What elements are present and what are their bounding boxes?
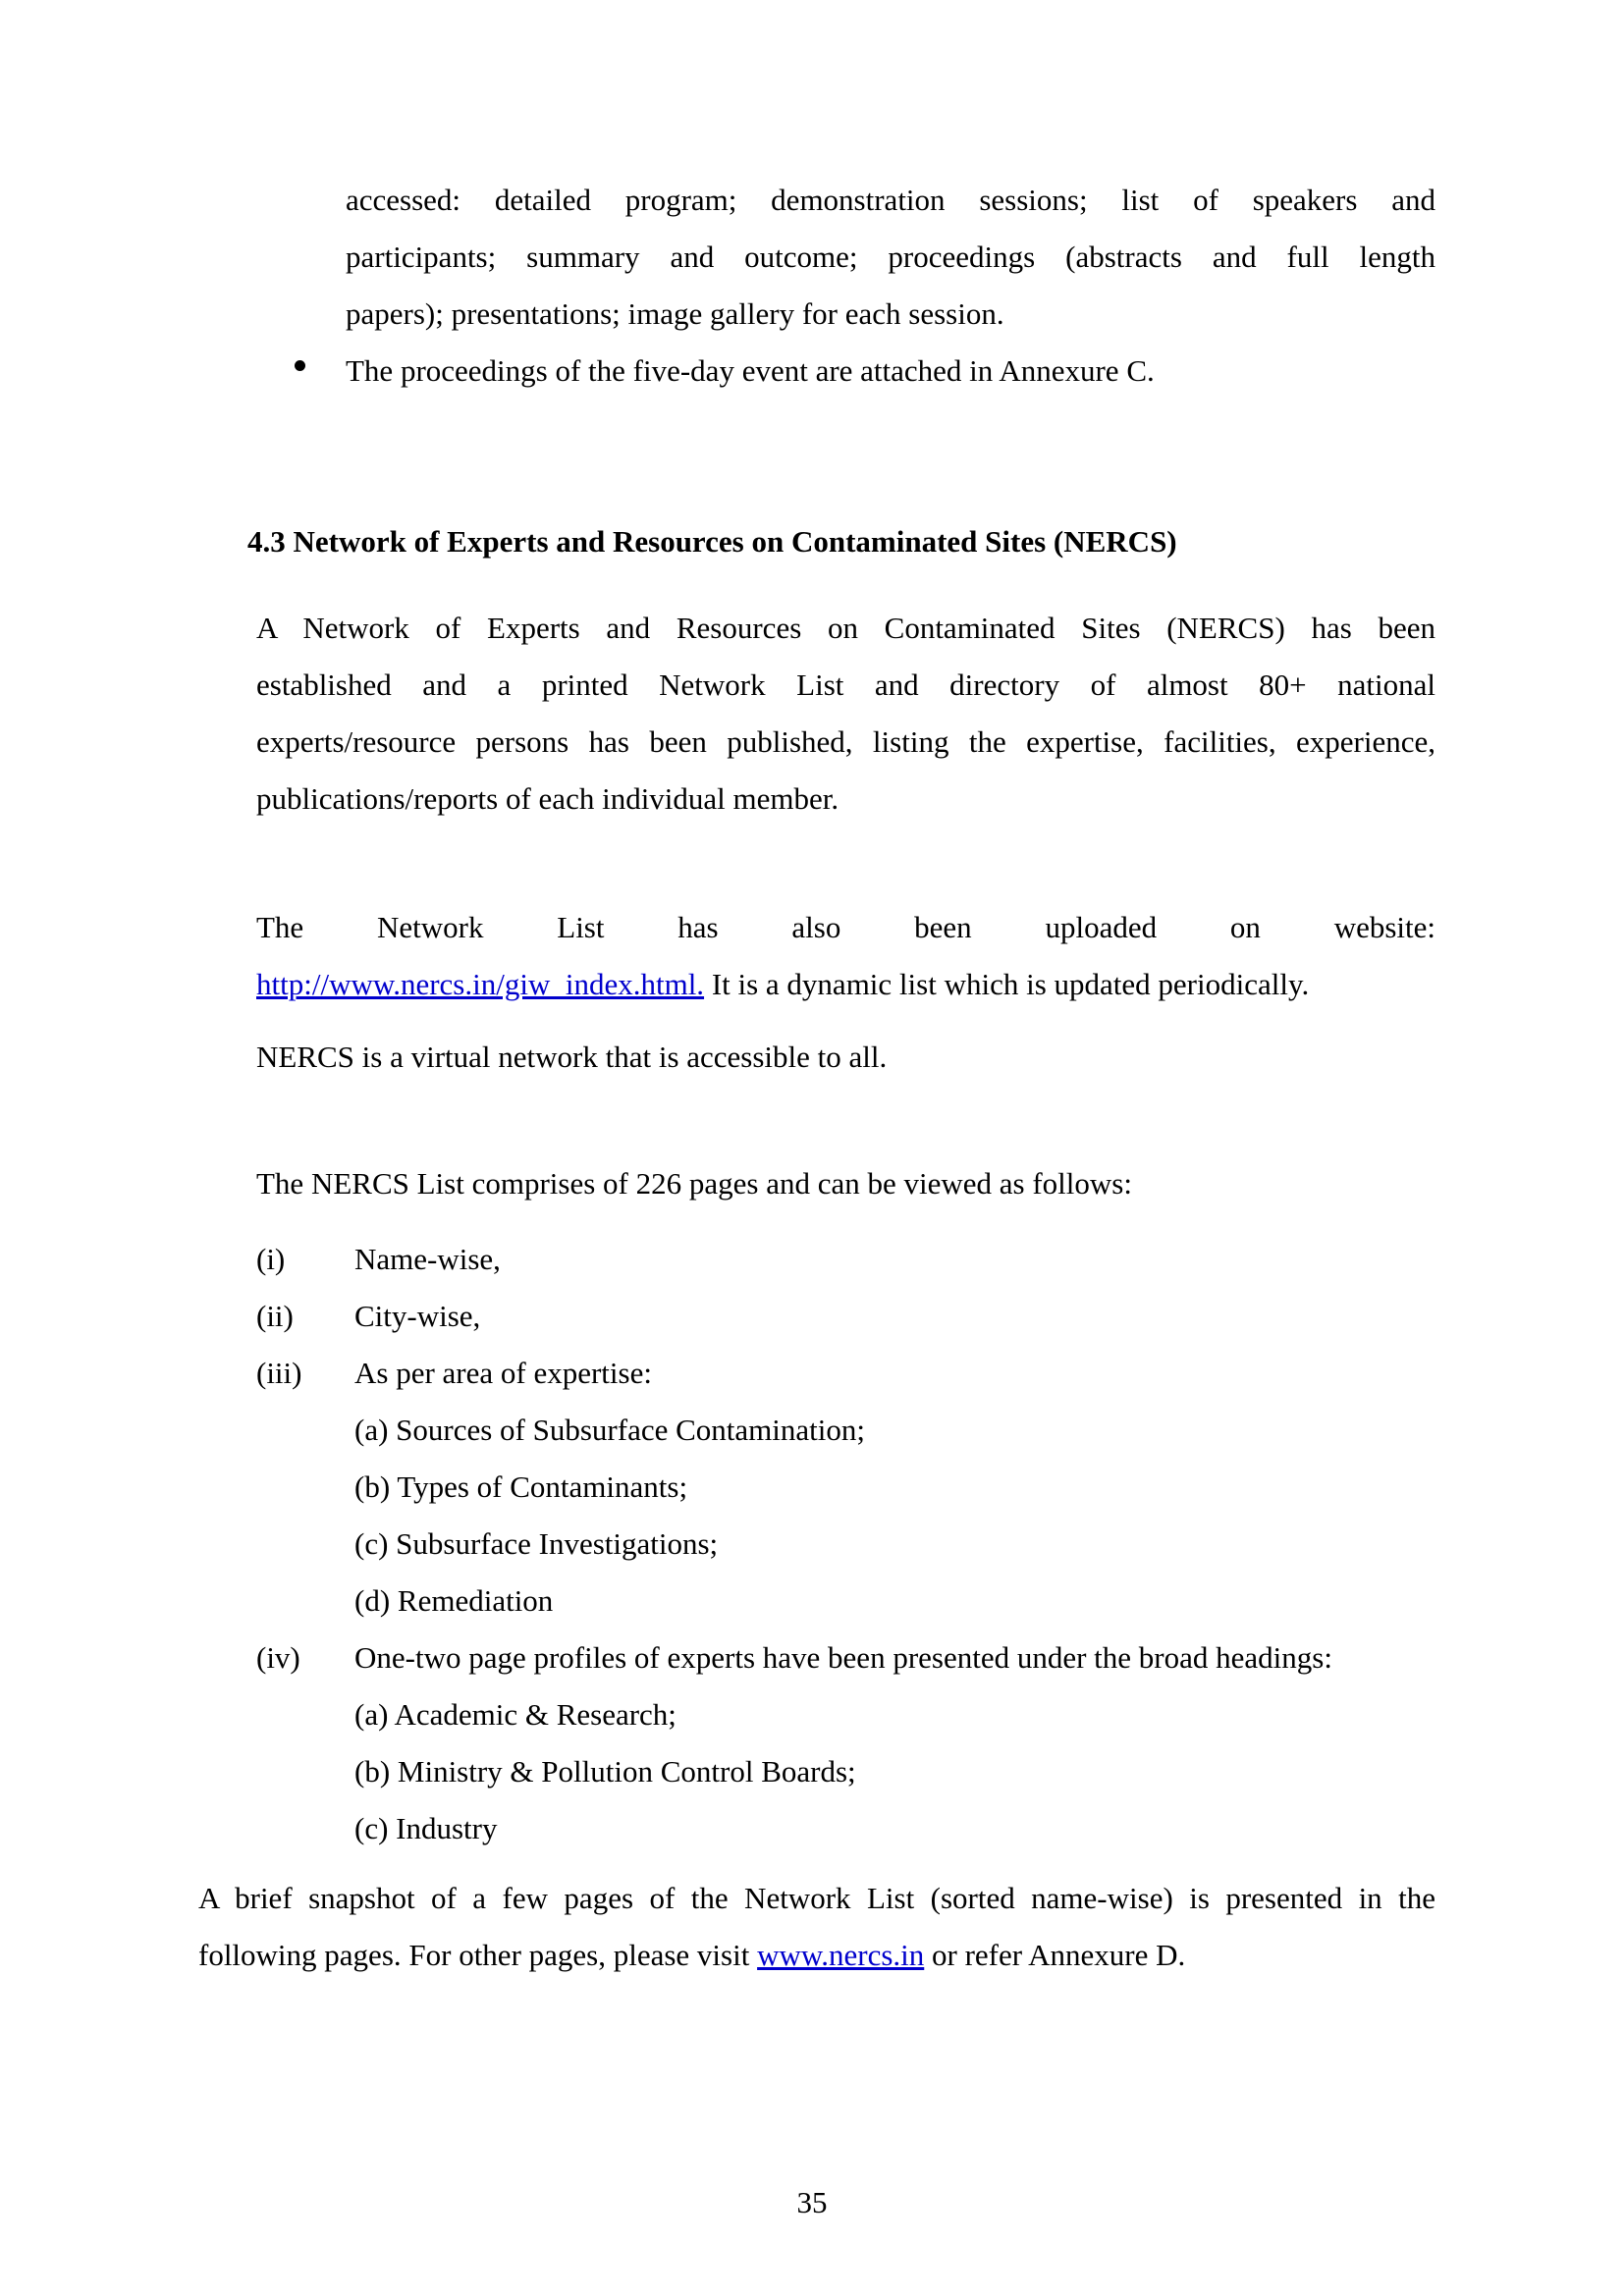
para1-line-2: established and a printed Network List and directory of almost 80+ national bbox=[256, 667, 1435, 702]
list-subitem: (b) Types of Contaminants; bbox=[354, 1469, 688, 1504]
list-subitem: (c) Subsurface Investigations; bbox=[354, 1526, 719, 1561]
closing-pre-text: following pages. For other pages, please visit bbox=[198, 1938, 758, 1972]
section-heading: 4.3 Network of Experts and Resources on Contaminated Sites (NERCS) bbox=[247, 524, 1177, 559]
list-subitem: (d) Remediation bbox=[354, 1583, 554, 1618]
nercs-website-link[interactable]: www.nercs.in bbox=[757, 1938, 925, 1972]
para1-line-3: experts/resource persons has been published, listing the expertise, facilities, experience, bbox=[256, 724, 1435, 759]
list-item: Name-wise, bbox=[354, 1242, 501, 1276]
list-label: (i) bbox=[256, 1242, 286, 1276]
intro-line-3: papers); presentations; image gallery for each session. bbox=[346, 296, 1004, 331]
list-subitem: (b) Ministry & Pollution Control Boards; bbox=[354, 1754, 856, 1789]
list-label: (ii) bbox=[256, 1299, 294, 1333]
list-item: One-two page profiles of experts have been presented under the broad headings: bbox=[354, 1640, 1332, 1675]
intro-line-2: participants; summary and outcome; proceedings (abstracts and full length bbox=[346, 240, 1435, 274]
para2-rest-text: It is a dynamic list which is updated periodically. bbox=[704, 967, 1310, 1001]
list-item: City-wise, bbox=[354, 1299, 481, 1333]
para4: The NERCS List comprises of 226 pages and can be viewed as follows: bbox=[256, 1166, 1132, 1201]
list-label: (iii) bbox=[256, 1356, 302, 1390]
intro-line-1: accessed: detailed program; demonstration sessions; list of speakers and bbox=[346, 183, 1435, 217]
page-number: 35 bbox=[796, 2185, 828, 2219]
list-subitem: (a) Sources of Subsurface Contamination; bbox=[354, 1413, 865, 1447]
list-subitem: (a) Academic & Research; bbox=[354, 1697, 677, 1732]
para2-line-1: The Network List has also been uploaded on website: bbox=[256, 910, 1435, 944]
para3: NERCS is a virtual network that is accessible to all. bbox=[256, 1040, 888, 1074]
intro-bullet-text: The proceedings of the five-day event are attached in Annexure C. bbox=[346, 353, 1155, 388]
list-item: As per area of expertise: bbox=[354, 1356, 652, 1390]
closing-line-2 bbox=[198, 1940, 1185, 1970]
closing-post-text: or refer Annexure D. bbox=[924, 1938, 1186, 1972]
list-label: (iv) bbox=[256, 1640, 300, 1675]
list-subitem: (c) Industry bbox=[354, 1811, 498, 1845]
nercs-list-link[interactable]: http://www.nercs.in/giw_index.html. bbox=[256, 967, 705, 1001]
para1-line-1: A Network of Experts and Resources on Contaminated Sites (NERCS) has been bbox=[256, 611, 1435, 645]
bullet-icon bbox=[295, 360, 305, 371]
para1-line-4: publications/reports of each individual member. bbox=[256, 781, 839, 816]
closing-line-1: A brief snapshot of a few pages of the Network List (sorted name-wise) is presented in the bbox=[198, 1881, 1435, 1915]
para2-line-2 bbox=[256, 969, 1309, 999]
